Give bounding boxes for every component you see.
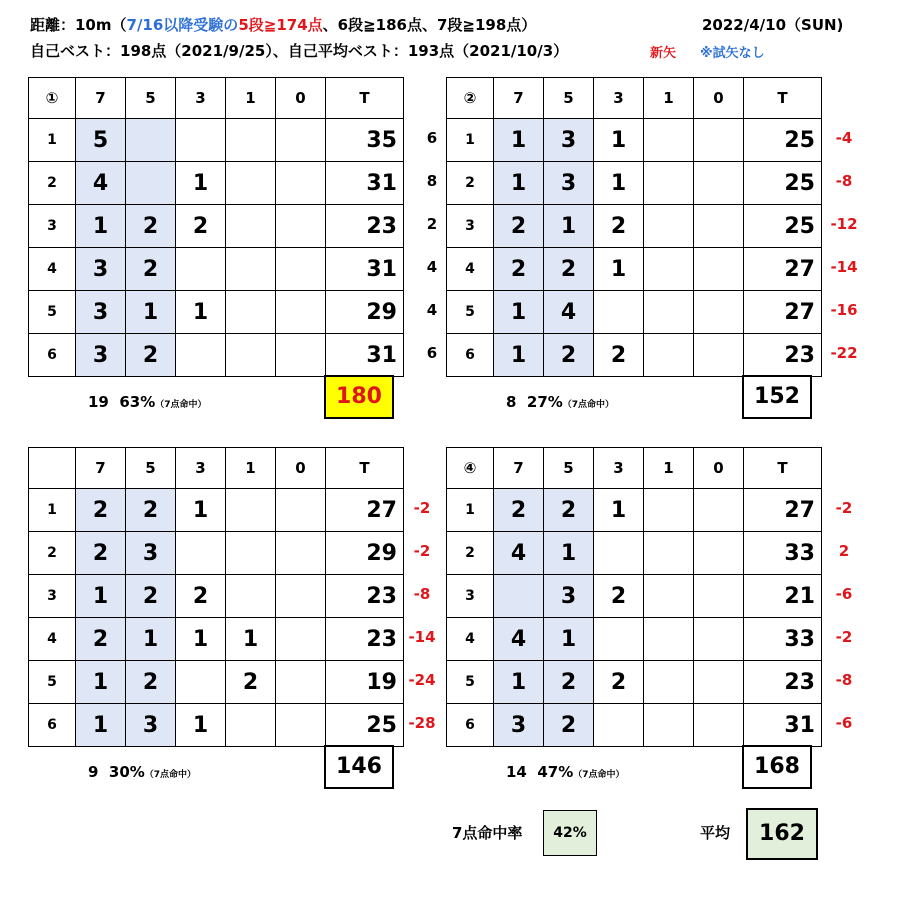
score-cell (176, 248, 226, 291)
score-cell: 3 (544, 162, 594, 205)
score-cell (644, 205, 694, 248)
score-cell (226, 119, 276, 162)
score-cell: 4 (76, 162, 126, 205)
score-cell: 2 (126, 205, 176, 248)
score-cell (276, 162, 326, 205)
table-row (29, 575, 404, 618)
table-row (447, 291, 822, 334)
side-value: -16 (830, 301, 858, 319)
score-cell (226, 489, 276, 532)
score-cell (276, 704, 326, 747)
hit-rate-label: 7点命中率 (452, 824, 523, 842)
score-cell (276, 661, 326, 704)
side-value: -8 (835, 671, 853, 689)
score-cell: 2 (544, 248, 594, 291)
side-value: -24 (408, 671, 436, 689)
row-total: 29 (326, 532, 404, 575)
score-cell: 2 (126, 489, 176, 532)
round-number: 5 (29, 291, 76, 334)
score-table (28, 77, 404, 377)
score-cell (694, 661, 744, 704)
score-cell: 1 (544, 532, 594, 575)
score-cell: 1 (176, 162, 226, 205)
average-label: 平均 (700, 824, 731, 842)
score-cell: 2 (176, 205, 226, 248)
score-cell: 1 (594, 489, 644, 532)
table-row (29, 704, 404, 747)
side-value: 2 (426, 215, 438, 233)
score-cell (594, 532, 644, 575)
round-number: 2 (29, 532, 76, 575)
score-cell: 2 (544, 489, 594, 532)
row-total: 19 (326, 661, 404, 704)
score-cell: 2 (544, 334, 594, 377)
score-cell (694, 205, 744, 248)
score-table (446, 77, 822, 377)
round-number: 1 (447, 489, 494, 532)
column-header: 7 (76, 448, 126, 489)
round-number: 6 (447, 334, 494, 377)
score-cell: 1 (494, 162, 544, 205)
table-row (447, 248, 822, 291)
round-number: 1 (29, 119, 76, 162)
score-cell: 2 (226, 661, 276, 704)
row-total: 33 (744, 618, 822, 661)
score-cell (226, 575, 276, 618)
column-header: T (326, 78, 404, 119)
hit-percent: 47% (537, 763, 574, 781)
table-row (29, 291, 404, 334)
score-cell (276, 532, 326, 575)
row-total: 25 (744, 205, 822, 248)
score-cell (694, 162, 744, 205)
side-value: 2 (838, 542, 850, 560)
column-header: 3 (176, 78, 226, 119)
table-row (29, 248, 404, 291)
column-header: 7 (494, 78, 544, 119)
score-cell (276, 119, 326, 162)
table-row (29, 661, 404, 704)
score-cell: 2 (494, 489, 544, 532)
table-row (447, 334, 822, 377)
score-cell: 1 (494, 661, 544, 704)
side-value: -12 (830, 215, 858, 233)
score-table (28, 447, 404, 747)
round-number: 4 (447, 618, 494, 661)
score-cell (644, 334, 694, 377)
table-row (447, 704, 822, 747)
score-cell (644, 248, 694, 291)
round-number: 2 (447, 162, 494, 205)
score-cell: 3 (76, 248, 126, 291)
side-value: -2 (835, 628, 853, 646)
score-cell (644, 162, 694, 205)
score-cell: 2 (544, 704, 594, 747)
round-number: 4 (29, 248, 76, 291)
column-header: T (744, 448, 822, 489)
score-cell (176, 532, 226, 575)
side-value: -6 (835, 585, 853, 603)
round-number: 3 (447, 205, 494, 248)
hit-percent: 30% (108, 763, 145, 781)
side-value: -28 (408, 714, 436, 732)
score-cell (276, 618, 326, 661)
column-header: 5 (544, 448, 594, 489)
column-header: 1 (644, 448, 694, 489)
column-header: 0 (276, 78, 326, 119)
round-number: 5 (29, 661, 76, 704)
table-row (447, 205, 822, 248)
no-trial-label: ※試矢なし (700, 46, 765, 61)
score-cell (126, 119, 176, 162)
score-cell (594, 291, 644, 334)
score-cell (226, 248, 276, 291)
column-header: 7 (494, 448, 544, 489)
side-value: -14 (408, 628, 436, 646)
row-total: 23 (744, 334, 822, 377)
score-cell (694, 248, 744, 291)
row-total: 21 (744, 575, 822, 618)
score-block-3 (28, 447, 404, 747)
score-cell (176, 661, 226, 704)
block-total: 180 (324, 375, 394, 419)
score-block-4 (446, 447, 822, 747)
score-cell: 1 (76, 704, 126, 747)
score-cell: 1 (226, 618, 276, 661)
score-cell: 3 (126, 532, 176, 575)
column-header: 3 (176, 448, 226, 489)
score-cell (694, 334, 744, 377)
table-row (447, 532, 822, 575)
date: 2022/4/10（SUN) (702, 16, 844, 34)
score-cell (694, 291, 744, 334)
side-value: -8 (413, 585, 431, 603)
score-cell (226, 162, 276, 205)
score-cell: 1 (126, 291, 176, 334)
row-total: 25 (744, 119, 822, 162)
score-cell: 4 (544, 291, 594, 334)
hit-percent: 63% (119, 393, 156, 411)
score-cell (226, 334, 276, 377)
row-total: 31 (744, 704, 822, 747)
score-cell: 2 (126, 661, 176, 704)
score-cell: 3 (126, 704, 176, 747)
average-value: 162 (746, 808, 818, 860)
column-header: 0 (694, 448, 744, 489)
column-header: 0 (694, 78, 744, 119)
score-cell (176, 119, 226, 162)
score-cell (126, 162, 176, 205)
score-cell: 2 (594, 205, 644, 248)
column-header: T (744, 78, 822, 119)
score-cell: 2 (544, 661, 594, 704)
row-total: 27 (744, 489, 822, 532)
score-cell (276, 489, 326, 532)
side-value: 4 (426, 301, 438, 319)
round-number: 4 (447, 248, 494, 291)
score-cell (644, 618, 694, 661)
distance-line (30, 14, 536, 35)
score-cell (276, 575, 326, 618)
side-value: -2 (413, 542, 431, 560)
row-total: 27 (326, 489, 404, 532)
score-cell: 1 (76, 661, 126, 704)
round-number: 4 (29, 618, 76, 661)
score-cell: 2 (494, 205, 544, 248)
row-total: 31 (326, 334, 404, 377)
side-value: 4 (426, 258, 438, 276)
column-header: 1 (644, 78, 694, 119)
side-value: -2 (413, 499, 431, 517)
table-row (447, 661, 822, 704)
hit-count: 14 (506, 763, 527, 781)
score-cell: 1 (594, 162, 644, 205)
block-label: ① (29, 78, 76, 119)
score-cell (276, 248, 326, 291)
hit-summary (88, 393, 207, 411)
score-cell: 1 (544, 618, 594, 661)
score-cell: 2 (176, 575, 226, 618)
score-cell: 2 (126, 248, 176, 291)
row-total: 23 (326, 205, 404, 248)
score-cell: 3 (544, 119, 594, 162)
score-cell (694, 618, 744, 661)
hit-count: 8 (506, 393, 517, 411)
column-header: 1 (226, 78, 276, 119)
score-cell (594, 618, 644, 661)
hit-percent: 27% (526, 393, 563, 411)
score-cell: 1 (494, 334, 544, 377)
block-label (29, 448, 76, 489)
score-cell: 2 (594, 334, 644, 377)
block-total: 146 (324, 745, 394, 789)
round-number: 3 (447, 575, 494, 618)
score-cell (226, 291, 276, 334)
table-row (29, 205, 404, 248)
score-cell (594, 704, 644, 747)
score-cell (176, 334, 226, 377)
score-cell (644, 489, 694, 532)
column-header: 0 (276, 448, 326, 489)
score-cell: 1 (176, 489, 226, 532)
score-cell: 3 (76, 334, 126, 377)
side-value: 8 (426, 172, 438, 190)
round-number: 1 (29, 489, 76, 532)
column-header: 1 (226, 448, 276, 489)
hit-rate-value: 42% (543, 810, 597, 856)
score-table (446, 447, 822, 747)
table-row (29, 532, 404, 575)
score-cell: 2 (76, 489, 126, 532)
score-cell: 1 (176, 291, 226, 334)
score-cell: 4 (494, 618, 544, 661)
hit-note: （7点命中） (155, 400, 207, 410)
score-cell: 3 (544, 575, 594, 618)
column-header: 5 (126, 448, 176, 489)
exam-note: 7/16以降受験の (126, 16, 239, 34)
hit-note: （7点命中） (144, 770, 197, 780)
score-cell: 1 (176, 618, 226, 661)
column-header: 5 (126, 78, 176, 119)
score-cell (226, 205, 276, 248)
score-cell: 2 (494, 248, 544, 291)
row-total: 25 (326, 704, 404, 747)
table-row (447, 162, 822, 205)
round-number: 6 (29, 704, 76, 747)
score-block-1 (28, 77, 404, 377)
score-cell (494, 575, 544, 618)
row-total: 27 (744, 291, 822, 334)
score-cell: 3 (76, 291, 126, 334)
column-header: 3 (594, 448, 644, 489)
table-row (29, 334, 404, 377)
column-header: 5 (544, 78, 594, 119)
row-total: 23 (744, 661, 822, 704)
column-header: 3 (594, 78, 644, 119)
score-cell: 2 (76, 618, 126, 661)
table-row (447, 575, 822, 618)
score-cell: 1 (594, 119, 644, 162)
side-value: -14 (830, 258, 858, 276)
round-number: 2 (447, 532, 494, 575)
table-row (447, 119, 822, 162)
row-total: 31 (326, 248, 404, 291)
hit-note: （7点命中） (573, 770, 625, 780)
round-number: 5 (447, 291, 494, 334)
score-cell: 1 (544, 205, 594, 248)
row-total: 35 (326, 119, 404, 162)
score-cell: 1 (594, 248, 644, 291)
score-cell: 1 (76, 205, 126, 248)
score-cell: 2 (126, 334, 176, 377)
score-cell (694, 704, 744, 747)
round-number: 6 (447, 704, 494, 747)
score-cell (694, 575, 744, 618)
score-cell (644, 704, 694, 747)
row-total: 33 (744, 532, 822, 575)
table-row (447, 489, 822, 532)
new-arrow-label: 新矢 (650, 46, 677, 61)
score-cell (644, 291, 694, 334)
score-cell (226, 704, 276, 747)
hit-summary (506, 393, 614, 411)
score-cell (276, 291, 326, 334)
score-block-2 (446, 77, 822, 377)
row-total: 25 (744, 162, 822, 205)
score-cell: 1 (76, 575, 126, 618)
score-cell: 2 (594, 575, 644, 618)
column-header: T (326, 448, 404, 489)
round-number: 5 (447, 661, 494, 704)
block-label: ④ (447, 448, 494, 489)
round-number: 6 (29, 334, 76, 377)
grade-thresholds: 、6段≧186点、7段≧198点） (322, 16, 537, 34)
score-cell (694, 532, 744, 575)
score-cell: 5 (76, 119, 126, 162)
round-number: 2 (29, 162, 76, 205)
row-total: 23 (326, 618, 404, 661)
score-cell: 2 (594, 661, 644, 704)
hit-summary (88, 763, 196, 781)
table-row (29, 618, 404, 661)
score-cell: 2 (126, 575, 176, 618)
side-value: 6 (426, 344, 438, 362)
side-value: 6 (426, 129, 438, 147)
score-cell (644, 532, 694, 575)
side-value: -4 (835, 129, 853, 147)
score-cell (644, 661, 694, 704)
grade5-threshold: 5段≧174点 (238, 16, 323, 34)
table-row (29, 489, 404, 532)
side-value: -6 (835, 714, 853, 732)
score-cell: 1 (126, 618, 176, 661)
table-row (447, 618, 822, 661)
score-cell (644, 119, 694, 162)
distance-label: 距離：10m（ (30, 16, 127, 34)
table-row (29, 162, 404, 205)
score-cell (694, 489, 744, 532)
row-total: 29 (326, 291, 404, 334)
row-total: 31 (326, 162, 404, 205)
block-total: 168 (742, 745, 812, 789)
score-cell (644, 575, 694, 618)
column-header: 7 (76, 78, 126, 119)
score-cell (276, 334, 326, 377)
hit-summary (506, 763, 625, 781)
block-total: 152 (742, 375, 812, 419)
row-total: 23 (326, 575, 404, 618)
score-cell: 1 (494, 119, 544, 162)
score-cell: 2 (76, 532, 126, 575)
score-cell: 3 (494, 704, 544, 747)
block-label: ② (447, 78, 494, 119)
side-value: -22 (830, 344, 858, 362)
score-cell: 4 (494, 532, 544, 575)
hit-count: 9 (88, 763, 99, 781)
round-number: 1 (447, 119, 494, 162)
score-cell (694, 119, 744, 162)
hit-note: （7点命中） (562, 400, 615, 410)
hit-count: 19 (88, 393, 109, 411)
score-cell: 1 (176, 704, 226, 747)
personal-best-line: 自己ベスト：198点（2021/9/25）、自己平均ベスト：193点（2021/10/3） (30, 42, 569, 60)
score-cell (226, 532, 276, 575)
side-value: -2 (835, 499, 853, 517)
round-number: 3 (29, 205, 76, 248)
score-cell (276, 205, 326, 248)
round-number: 3 (29, 575, 76, 618)
score-cell: 1 (494, 291, 544, 334)
row-total: 27 (744, 248, 822, 291)
side-value: -8 (835, 172, 853, 190)
table-row (29, 119, 404, 162)
